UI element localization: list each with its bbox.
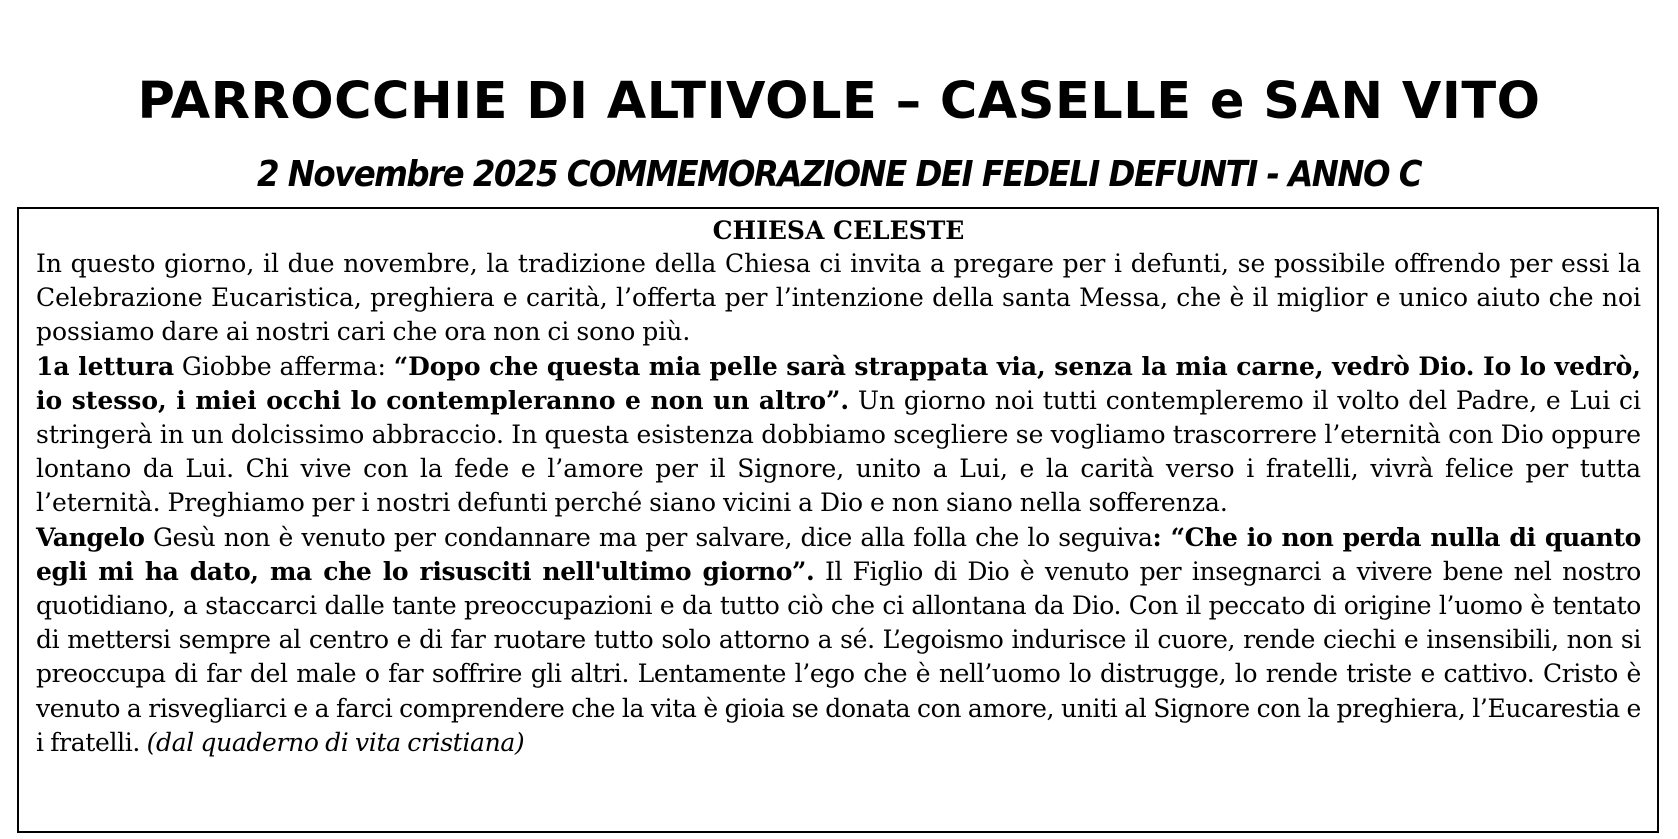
first-reading-paragraph — [36, 350, 1641, 521]
gospel-paragraph — [36, 521, 1641, 760]
page-title: PARROCCHIE DI ALTIVOLE – CASELLE e SAN VITO — [137, 72, 1541, 131]
gospel-quote: : “Che io non perda nulla di quanto egli mi ha dato, ma che lo risusciti nell'ultimo giorno”. — [36, 522, 1641, 586]
section-heading: CHIESA CELESTE — [712, 216, 965, 245]
gospel-lead: Gesù non è venuto per condannare ma per salvare, dice alla folla che lo seguiva — [144, 522, 1153, 552]
intro-paragraph: In questo giorno, il due novembre, la tradizione della Chiesa ci invita a pregare per i defunti, se possibile offrendo per essi la Celebrazione Eucaristica, preghiera e carità, l’offerta per l’intenzione della santa Messa, che è il miglior e unico aiuto che noi possiamo dare ai nostri cari che ora non ci sono più. — [36, 249, 1641, 347]
gospel-body: Il Figlio di Dio è venuto per insegnarci a vivere bene nel nostro quotidiano, a staccarci dalle tante preoccupazioni e da tutto ciò che ci allontana da Dio. Con il peccato di origine l’uomo è tentato di mettersi sempre al centro e di far ruotare tutto solo attorno a sé. L’egoismo indurisce il cuore, rende ciechi e insensibili, non si preoccupa di far del male o far soffrire gli altri. Lentamente l’ego che è nell’uomo lo distrugge, lo rende triste e cattivo. Cristo è venuto a risvegliarci e a farci comprendere che la vita è gioia se donata con amore, uniti al Signore con la preghiera, l’Eucarestia e i fratelli. — [36, 556, 1641, 757]
content-box — [17, 207, 1659, 833]
gospel-source: (dal quaderno di vita cristiana) — [146, 727, 525, 757]
first-reading-lead: Giobbe afferma: — [174, 351, 394, 381]
first-reading-label: 1a lettura — [36, 351, 175, 381]
page-subtitle: 2 Novembre 2025 COMMEMORAZIONE DEI FEDELI DEFUNTI - ANNO C — [256, 154, 1422, 195]
first-reading-body: Un giorno noi tutti contempleremo il volto del Padre, e Lui ci stringerà in un dolcissimo abbraccio. In questa esistenza dobbiamo scegliere se vogliamo trascorrere l’eternità con Dio oppure lontano da Lui. Chi vive con la fede e l’amore per il Signore, unito a Lui, e la carità verso i fratelli, vivrà felice per tutta l’eternità. Preghiamo per i nostri defunti perché siano vicini a Dio e non siano nella sofferenza. — [36, 385, 1641, 518]
gospel-label: Vangelo — [36, 522, 145, 552]
first-reading-quote: “Dopo che questa mia pelle sarà strappata via, senza la mia carne, vedrò Dio. Io lo vedrò, io stesso, i miei occhi lo contempleranno e non un altro”. — [36, 351, 1642, 415]
content-box-inner — [36, 215, 1641, 760]
